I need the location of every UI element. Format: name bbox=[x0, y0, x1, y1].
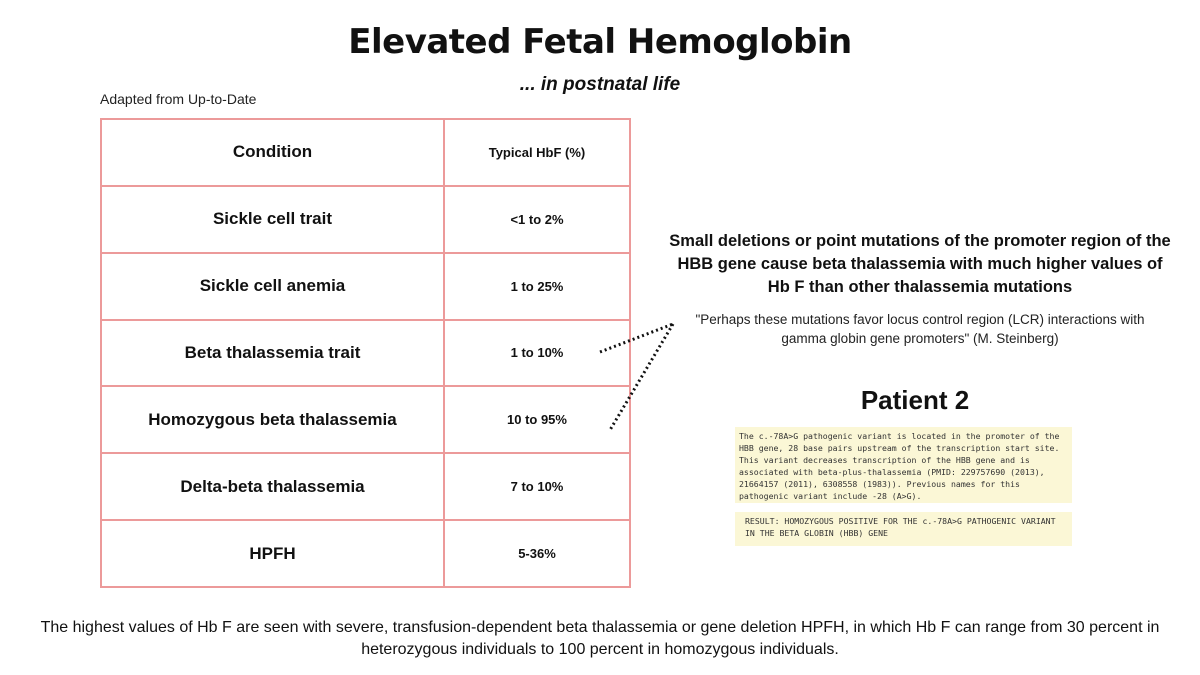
dotted-pointer-arrow bbox=[595, 318, 680, 438]
row-value: <1 to 2% bbox=[444, 186, 630, 253]
patient-label: Patient 2 bbox=[860, 385, 970, 415]
table-row bbox=[101, 186, 630, 253]
row-value: 1 to 25% bbox=[444, 253, 630, 320]
footer-note: The highest values of Hb F are seen with severe, transfusion-dependent beta thalassemia or gene deletion HPFH, in which Hb F can range from 30 percent in heterozygous individuals to 100 percent in homozygous individuals. bbox=[40, 619, 1160, 658]
callout-heading: Small deletions or point mutations of the promoter region of the HBB gene cause beta thalassemia with much higher values of Hb F than other thalassemia mutations bbox=[669, 232, 1171, 296]
genetic-result-text: RESULT: HOMOZYGOUS POSITIVE FOR THE c.-78A>G PATHOGENIC VARIANT IN THE BETA GLOBIN (HBB) GENE bbox=[735, 512, 1072, 546]
hbf-table bbox=[100, 118, 631, 588]
source-note: Adapted from Up-to-Date bbox=[100, 91, 257, 107]
header-condition: Condition bbox=[101, 119, 444, 186]
table-row bbox=[101, 453, 630, 520]
row-condition: Sickle cell anemia bbox=[101, 253, 444, 320]
genetic-report-text: The c.-78A>G pathogenic variant is located in the promoter of the HBB gene, 28 base pairs upstream of the transcription start site. This variant decreases transcription of the HBB gene and is associated with beta-plus-thalassemia (PMID: 229757690 (2013), 21664157 (2011), 6308558 (1983)). Previous names for this pathogenic variant include -28 (A>G). bbox=[735, 427, 1072, 503]
page-subtitle: ... in postnatal life bbox=[519, 74, 681, 95]
table-row bbox=[101, 386, 630, 453]
pointer-line-upper bbox=[600, 324, 673, 352]
row-value: 5-36% bbox=[444, 520, 630, 587]
row-condition: Sickle cell trait bbox=[101, 186, 444, 253]
row-condition: HPFH bbox=[101, 520, 444, 587]
row-value: 1 to 10% bbox=[444, 320, 630, 387]
page-title: Elevated Fetal Hemoglobin bbox=[348, 22, 852, 62]
pointer-line-lower bbox=[610, 324, 673, 430]
row-condition: Homozygous beta thalassemia bbox=[101, 386, 444, 453]
row-condition: Delta-beta thalassemia bbox=[101, 453, 444, 520]
table-header-row bbox=[101, 119, 630, 186]
steinberg-quote: "Perhaps these mutations favor locus control region (LCR) interactions with gamma globin gene promoters" (M. Steinberg) bbox=[695, 312, 1145, 346]
row-value: 10 to 95% bbox=[444, 386, 630, 453]
header-typical-hbf: Typical HbF (%) bbox=[444, 119, 630, 186]
table-row bbox=[101, 253, 630, 320]
table-row bbox=[101, 320, 630, 387]
table-row bbox=[101, 520, 630, 587]
row-condition: Beta thalassemia trait bbox=[101, 320, 444, 387]
row-value: 7 to 10% bbox=[444, 453, 630, 520]
